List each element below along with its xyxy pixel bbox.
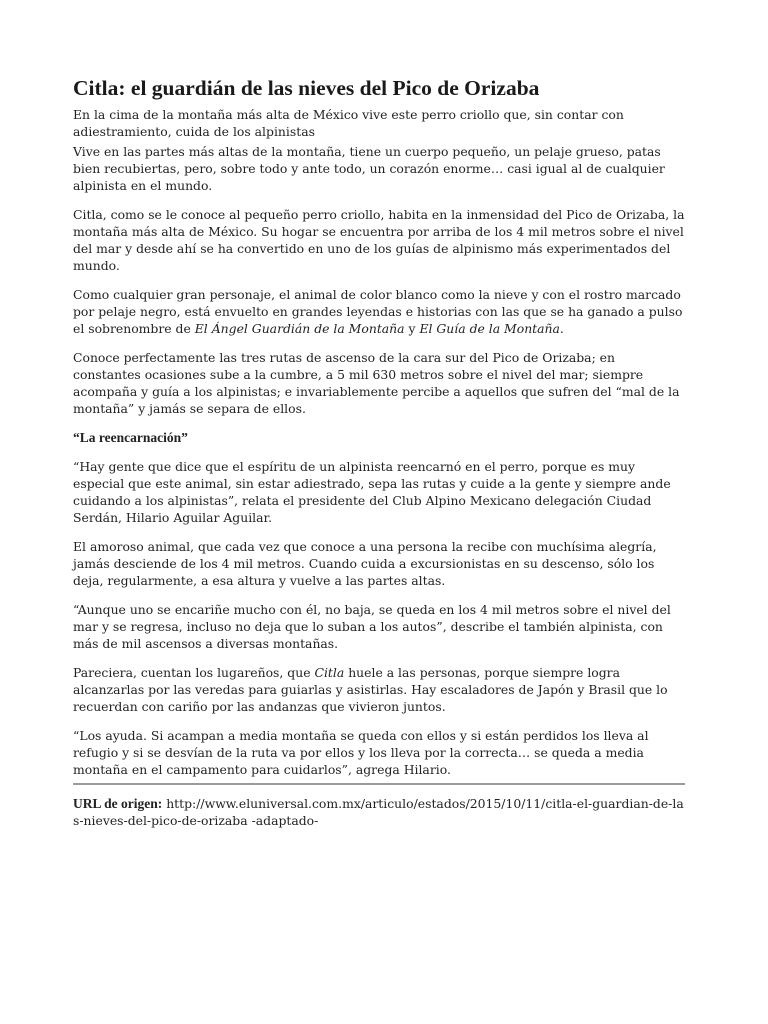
article-subtitle: En la cima de la montaña más alta de México vive este perro criollo que, sin contar con adiestramiento, cuida de los alpinistas [73, 107, 624, 139]
paragraph-2: Citla, como se le conoce al pequeño perro criollo, habita en la inmensidad del Pico de Orizaba, la montaña más alta de México. Su hogar se encuentra por arriba de los 4 mil metros sobre el nivel del mar y desde ahí se ha convertido en uno de los guías de alpinismo más experimentados del mundo. [73, 207, 685, 273]
paragraph-3-text: Como cualquier gran personaje, el animal de color blanco como la nieve y con el rostro marcado por pelaje negro, está envuelto en grandes leyendas e historias con las que se ha ganado a pulso el sobrenombre de [73, 287, 683, 336]
dog-name: Citla [314, 665, 345, 680]
paragraph-1: Vive en las partes más altas de la montaña, tiene un cuerpo pequeño, un pelaje grueso, patas bien recubiertas, pero, sobre todo y ante todo, un corazón enorme… casi igual al de cualquier alpinista en el mundo. [73, 144, 665, 193]
paragraph-3-end: . [559, 321, 564, 336]
paragraph-8-rest: huele a las personas, porque siempre logra alcanzarlas por las veredas para guiarlas y asistirlas. Hay escaladores de Japón y Brasil que lo recuerdan con cariño por las andanzas que vivieron juntos. [73, 665, 668, 714]
paragraph-7: “Aunque uno se encariñe mucho con él, no baja, se queda en los 4 mil metros sobre el nivel del mar y se regresa, incluso no deja que lo suban a los autos”, describe el también alpinista, con más de mil ascensos a diversas montañas. [73, 602, 671, 651]
paragraph-8-start: Pareciera, cuentan los lugareños, que [73, 665, 315, 680]
divider [73, 783, 685, 785]
source-label: URL de origen: [73, 796, 163, 811]
source-line [73, 795, 685, 829]
page-title: Citla: el guardián de las nieves del Pico de Orizaba [73, 76, 540, 100]
paragraph-8 [73, 664, 685, 715]
section-heading-reincarnation: “La reencarnación” [73, 430, 188, 445]
nickname-guardian: El Ángel Guardián de la Montaña [194, 321, 405, 336]
document-page [73, 74, 685, 829]
source-url[interactable]: http://www.eluniversal.com.mx/articulo/estados/2015/10/11/citla-el-guardian-de-las-nieves-del-pico-de-orizaba -adaptado- [73, 796, 684, 828]
paragraph-3-and: y [404, 321, 420, 336]
paragraph-6: El amoroso animal, que cada vez que conoce a una persona la recibe con muchísima alegría, jamás desciende de los 4 mil metros. Cuando cuida a excursionistas en su descenso, sólo los deja, regularmente, a esa altura y vuelve a las partes altas. [73, 539, 657, 588]
paragraph-3 [73, 286, 685, 337]
paragraph-9: “Los ayuda. Si acampan a media montaña se queda con ellos y si están perdidos los lleva al refugio y si se desvían de la ruta va por ellos y los lleva por la correcta… se queda a media montaña en el campamento para cuidarlos”, agrega Hilario. [73, 728, 649, 777]
paragraph-5: “Hay gente que dice que el espíritu de un alpinista reencarnó en el perro, porque es muy especial que este animal, sin estar adiestrado, sepa las rutas y cuide a la gente y siempre ande cuidando a los alpinistas”, relata el presidente del Club Alpino Mexicano delegación Ciudad Serdán, Hilario Aguilar Aguilar. [73, 459, 671, 525]
paragraph-4: Conoce perfectamente las tres rutas de ascenso de la cara sur del Pico de Orizaba; en constantes ocasiones sube a la cumbre, a 5 mil 630 metros sobre el nivel del mar; siempre acompaña y guía a los alpinistas; e invariablemente percibe a aquellos que sufren del “mal de la montaña” y jamás se separa de ellos. [73, 350, 680, 416]
nickname-guide: El Guía de la Montaña [419, 321, 560, 336]
